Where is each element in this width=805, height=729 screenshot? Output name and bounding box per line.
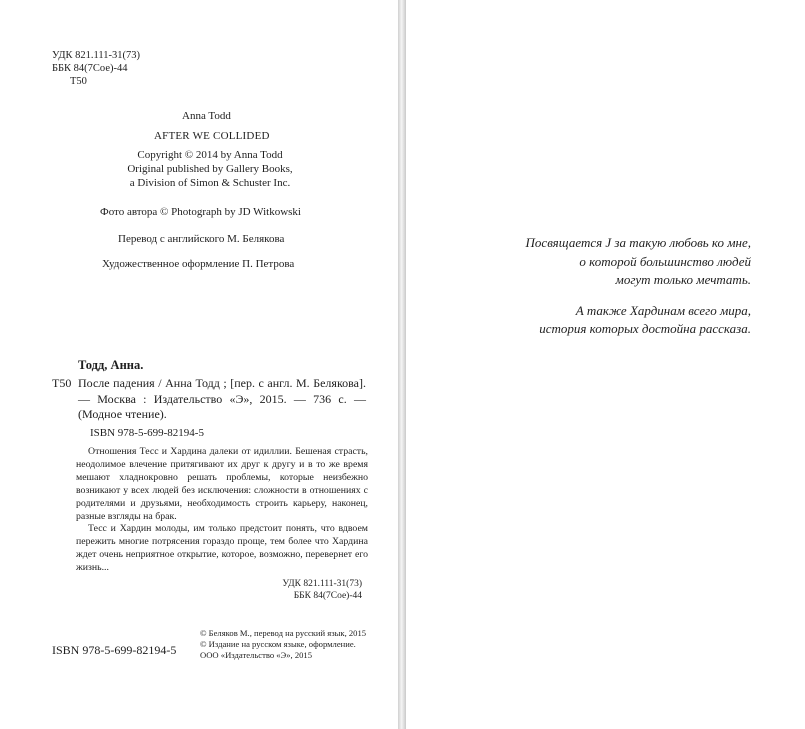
dedication-line: Посвящается J за такую любовь ко мне, bbox=[525, 235, 751, 250]
udc-code: УДК 821.111-31(73) bbox=[52, 50, 140, 61]
copyright-line: Copyright © 2014 by Anna Todd bbox=[137, 149, 283, 161]
bbk-code: ББК 84(7Сое)-44 bbox=[293, 591, 362, 601]
title-en: AFTER WE COLLIDED bbox=[154, 130, 270, 142]
author-mark: Т50 bbox=[70, 76, 87, 87]
bbk-code: ББК 84(7Сое)-44 bbox=[52, 63, 128, 74]
catalog-author: Тодд, Анна. bbox=[78, 358, 144, 372]
rights-line: © Беляков М., перевод на русский язык, 2015 bbox=[200, 628, 367, 638]
right-page bbox=[406, 0, 805, 729]
copyright-line: Original published by Gallery Books, bbox=[127, 163, 293, 175]
annotation-paragraph: Тесс и Хардин молоды, им только предстоит понять, что вдвоем пережить многие потрясения гораздо проще, тем более что Хардина ждет очень неприятное открытие, которое, возможно, перевернет его жизнь... bbox=[76, 523, 368, 574]
rights-block bbox=[200, 628, 366, 661]
dedication-line: история которых достойна рассказа. bbox=[539, 321, 751, 336]
copyright-block bbox=[120, 148, 300, 190]
udc-code: УДК 821.111-31(73) bbox=[282, 579, 362, 589]
isbn-bottom: ISBN 978-5-699-82194-5 bbox=[52, 643, 177, 657]
annotation bbox=[76, 446, 368, 575]
rights-line: ООО «Издательство «Э», 2015 bbox=[200, 650, 313, 660]
dedication bbox=[526, 234, 751, 339]
catalog-description: После падения / Анна Тодд ; [пер. с англ. М. Белякова]. — Москва : Издательство «Э», 2015. — 736 с. — (Модное чтение). bbox=[78, 376, 366, 421]
dedication-line: А также Хардинам всего мира, bbox=[575, 302, 751, 318]
translation-credit: Перевод с английского М. Белякова bbox=[118, 233, 285, 245]
photo-credit: Фото автора © Photograph by JD Witkowski bbox=[100, 206, 301, 218]
annotation-udc bbox=[250, 578, 362, 602]
catalog-code: Т50 bbox=[52, 376, 72, 390]
left-page bbox=[0, 0, 398, 729]
design-credit: Художественное оформление П. Петрова bbox=[102, 258, 295, 270]
catalog-isbn: ISBN 978-5-699-82194-5 bbox=[90, 427, 204, 439]
rights-line: © Издание на русском языке, оформление. bbox=[200, 639, 356, 649]
book-gutter bbox=[398, 0, 406, 729]
udc-block bbox=[52, 49, 140, 88]
dedication-line: о которой большинство людей bbox=[579, 253, 751, 269]
copyright-line: a Division of Simon & Schuster Inc. bbox=[129, 177, 291, 189]
dedication-line: могут только мечтать. bbox=[615, 272, 751, 287]
annotation-paragraph: Отношения Тесс и Хардина далеки от идиллии. Бешеная страсть, неодолимое влечение притягивают их друг к другу и в то же время мешают хладнокровно решать проблемы, которые неизбежно возникают у всех людей без исключения: сложности в отношениях с родителями и друзьями, необходимость строить карьеру, наконец, разные взгляды на брак. bbox=[76, 446, 368, 522]
author-name-en: Anna Todd bbox=[182, 110, 231, 122]
